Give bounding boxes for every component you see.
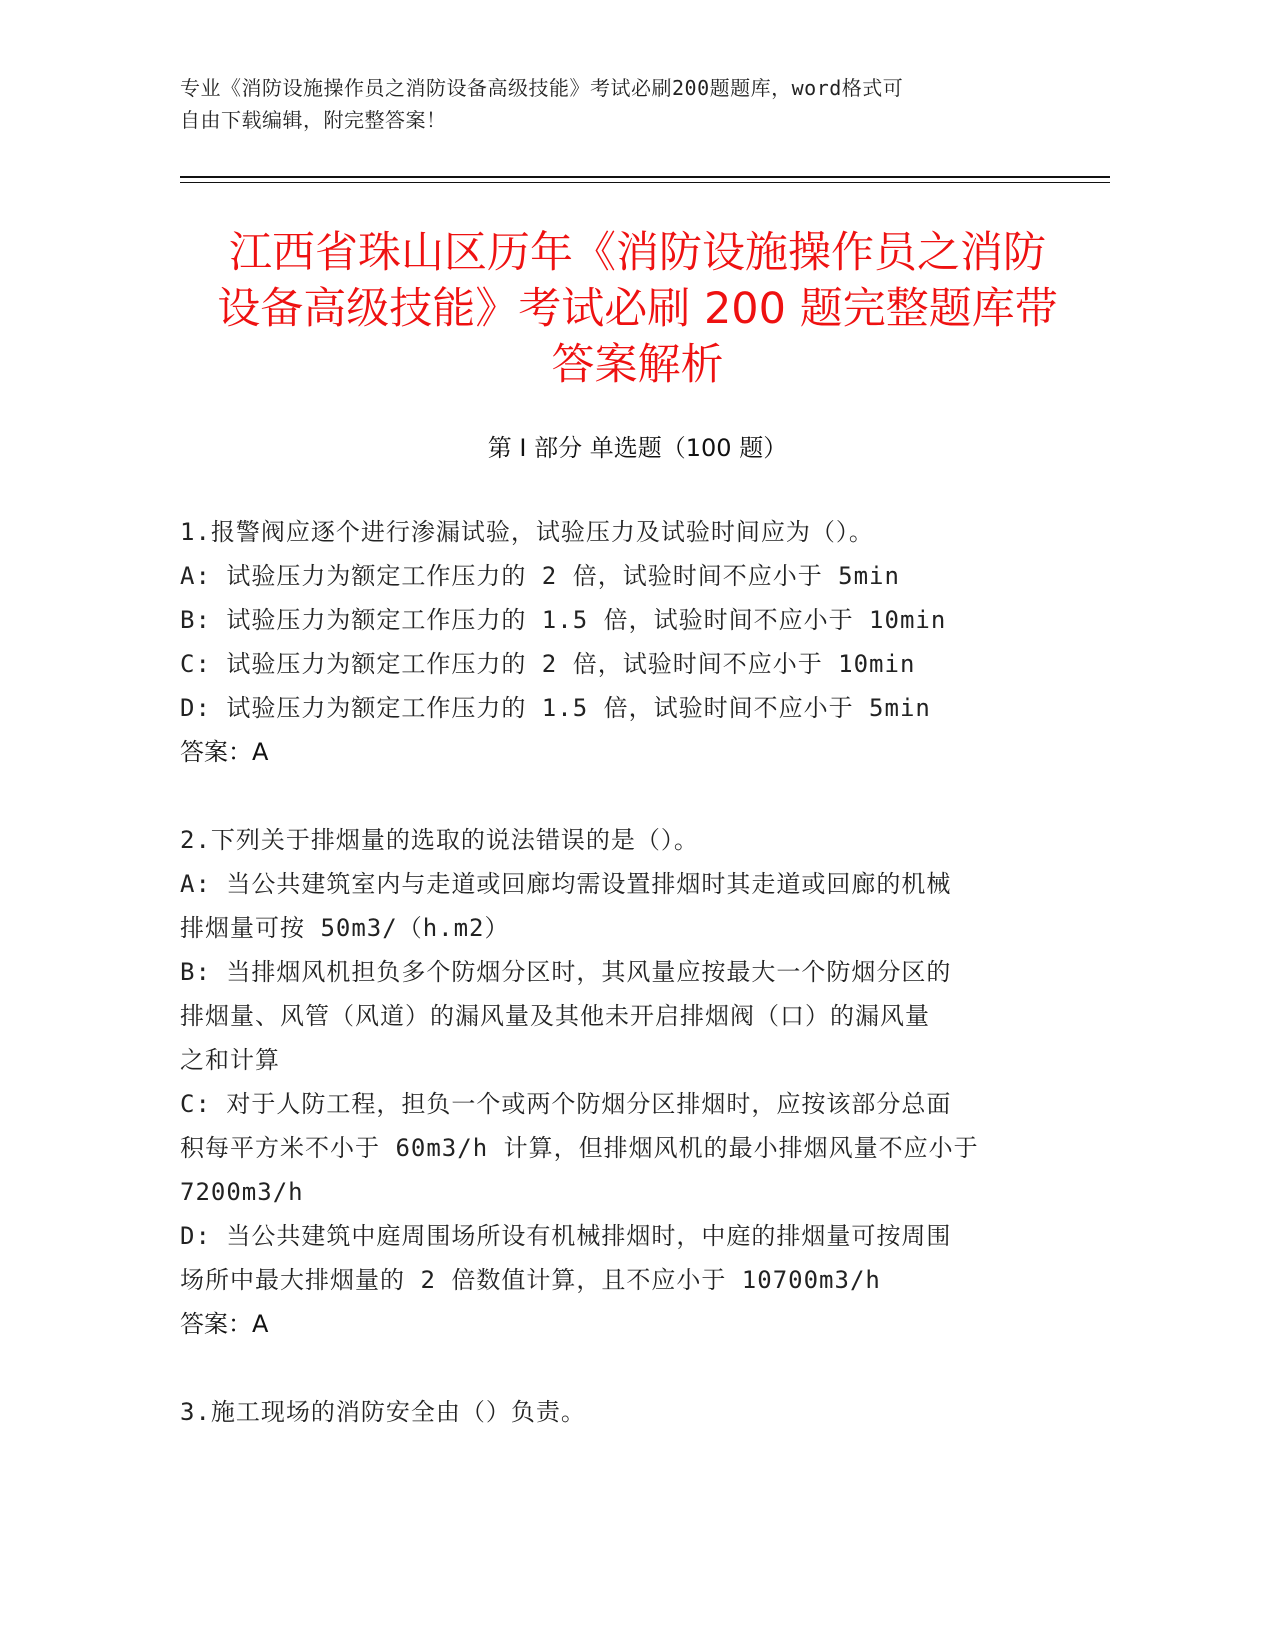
option-d-line-1: D: 当公共建筑中庭周围场所设有机械排烟时，中庭的排烟量可按周围	[180, 1222, 952, 1250]
question-3	[180, 1390, 1040, 1434]
question-1	[180, 510, 1040, 774]
spacer	[180, 774, 1040, 818]
title-line-3: 答案解析	[551, 340, 724, 390]
header-note	[180, 72, 1060, 136]
option-b-line-3: 之和计算	[180, 1046, 280, 1074]
option-c-line-1: C: 对于人防工程，担负一个或两个防烟分区排烟时，应按该部分总面	[180, 1090, 952, 1118]
option-d: D: 试验压力为额定工作压力的 1.5 倍，试验时间不应小于 5min	[180, 694, 931, 722]
header-rule-thin	[180, 182, 1110, 183]
question-stem: 1.报警阀应逐个进行渗漏试验，试验压力及试验时间应为（）。	[180, 518, 874, 546]
question-list	[180, 510, 1040, 1434]
option-c-line-2: 积每平方米不小于 60m3/h 计算，但排烟风机的最小排烟风量不应小于	[180, 1134, 979, 1162]
option-a-line-1: A: 当公共建筑室内与走道或回廊均需设置排烟时其走道或回廊的机械	[180, 870, 952, 898]
answer-text: 答案：A	[180, 1310, 269, 1338]
option-d-line-2: 场所中最大排烟量的 2 倍数值计算，且不应小于 10700m3/h	[180, 1266, 881, 1294]
option-c: C: 试验压力为额定工作压力的 2 倍，试验时间不应小于 10min	[180, 650, 916, 678]
title-line-2: 设备高级技能》考试必刷 200 题完整题库带	[217, 284, 1058, 334]
option-a-line-2: 排烟量可按 50m3/（h.m2）	[180, 914, 510, 942]
option-b: B: 试验压力为额定工作压力的 1.5 倍，试验时间不应小于 10min	[180, 606, 947, 634]
option-b-line-1: B: 当排烟风机担负多个防烟分区时，其风量应按最大一个防烟分区的	[180, 958, 952, 986]
question-stem: 2.下列关于排烟量的选取的说法错误的是（）。	[180, 826, 699, 854]
option-a: A: 试验压力为额定工作压力的 2 倍，试验时间不应小于 5min	[180, 562, 900, 590]
header-note-line-1: 专业《消防设施操作员之消防设备高级技能》考试必刷200题题库，word格式可	[180, 76, 904, 100]
option-b-line-2: 排烟量、风管（风道）的漏风量及其他未开启排烟阀（口）的漏风量	[180, 1002, 930, 1030]
section-heading: 第 I 部分 单选题（100 题）	[487, 434, 788, 462]
document-title	[160, 225, 1115, 393]
header-note-line-2: 自由下载编辑，附完整答案！	[180, 108, 447, 132]
header-rule-thick	[180, 176, 1110, 178]
answer-text: 答案：A	[180, 738, 269, 766]
question-2	[180, 818, 1040, 1346]
title-line-1: 江西省珠山区历年《消防设施操作员之消防	[229, 228, 1046, 278]
spacer	[180, 1346, 1040, 1390]
question-stem: 3.施工现场的消防安全由（）负责。	[180, 1398, 586, 1426]
option-c-line-3: 7200m3/h	[180, 1178, 304, 1206]
